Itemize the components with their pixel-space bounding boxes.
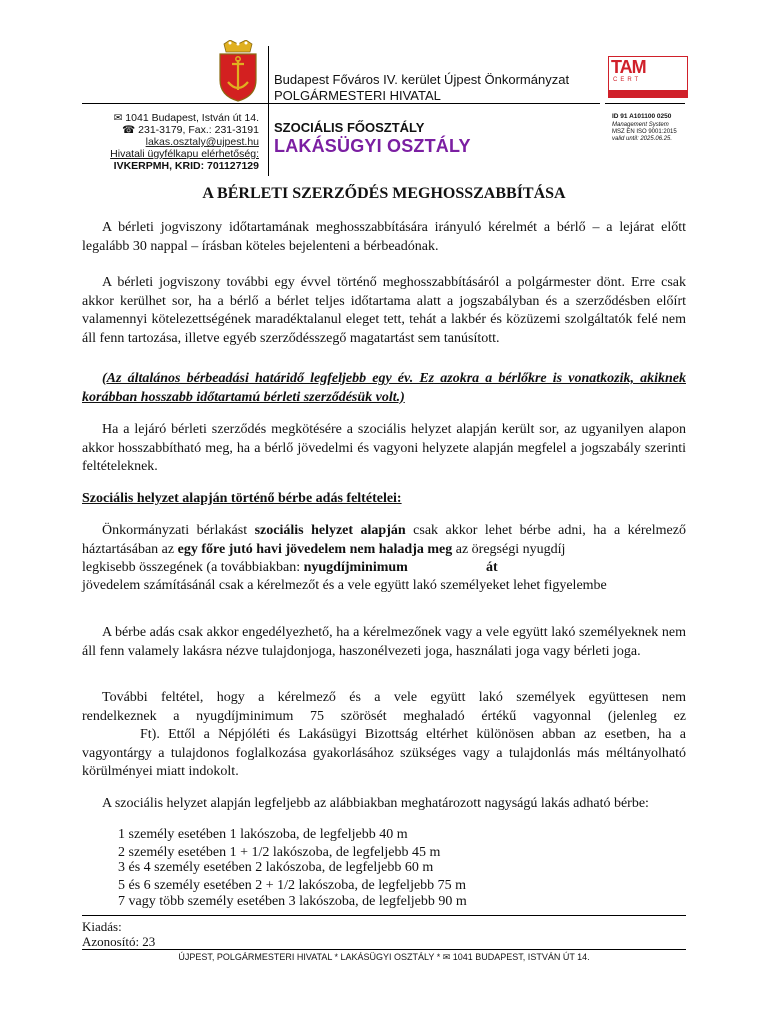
org-office: POLGÁRMESTERI HIVATAL bbox=[274, 88, 441, 103]
tam-cert-logo bbox=[608, 56, 688, 98]
page-title: A BÉRLETI SZERZŐDÉS MEGHOSSZABBÍTÁSA bbox=[202, 185, 566, 202]
p4-bold-a: szociális helyzet alapján bbox=[254, 523, 406, 538]
p4-text-a: Önkormányzati bérlakást bbox=[102, 523, 255, 538]
list-item: 3 és 4 személy esetében 2 lakószoba, de legfeljebb 60 m bbox=[118, 860, 434, 875]
coat-of-arms-icon bbox=[214, 40, 262, 102]
document-id: Azonosító: 23 bbox=[82, 934, 156, 949]
footer-rule-bottom bbox=[82, 949, 686, 950]
paragraph-1: A bérleti jogviszony időtartamának meghosszabbítására irányuló kérelmét a bérlő – a lejárat előtt legalább 30 nappal – írásban köteles bejelenteni a bérbeadónak. bbox=[82, 220, 686, 254]
cert-id: ID 91 A101100 0250 bbox=[612, 113, 672, 120]
paragraph-6-line2: rendelkeznek a nyugdíjminimum 75 szörösét meghaladó értékű vagyonnal (jelenleg ez bbox=[82, 709, 686, 724]
paragraph-3: Ha a lejáró bérleti szerződés megkötésére a szociális helyzet alapján került sor, az ugyanilyen alapon akkor hosszabbítható meg, ha a bérlő jövedelmi és vagyoni helyzete alapján megfelel a jogszabály szerinti feltételeknek. bbox=[82, 422, 686, 474]
paragraph-7: A szociális helyzet alapján legfeljebb az alábbiakban meghatározott nagyságú lakás adható bérbe: bbox=[102, 796, 649, 811]
unit-name: LAKÁSÜGYI OSZTÁLY bbox=[274, 136, 471, 156]
p4-text-b: csak akkor lehet bérbe adni, ha a kérelmező háztartásában az bbox=[82, 523, 686, 557]
p4-line2-bold: nyugdíjminimum bbox=[303, 560, 408, 575]
cert-system: Management System bbox=[612, 122, 669, 128]
paragraph-6-rest: Ft). Ettől a Népjóléti és Lakásügyi Bizottság eltérhet különösen abban az esetben, ha a vagyontárgy a tulajdonos foglalkozása gyakorlásához szükséges vagy a tulajdonlás más méltányolható körülményei miatt indokolt. bbox=[82, 727, 686, 779]
cert-validity: valid until: 2025.06.25. bbox=[612, 136, 673, 142]
contact-phone: ☎ 231-3179, Fax.: 231-3191 bbox=[122, 124, 259, 136]
tam-logo-stripe bbox=[609, 90, 687, 97]
contact-gateway-label: Hivatali ügyfélkapu elérhetőség: bbox=[110, 148, 259, 160]
paragraph-note: (Az általános bérbeadási határidő legfeljebb egy év. Ez azokra a bérlőkre is vonatkozik, akiknek korábban hosszabb időtartamú bérleti szerződésük volt.) bbox=[82, 371, 686, 405]
list-item: 5 és 6 személy esetében 2 + 1/2 lakószoba, de legfeljebb 75 m bbox=[118, 878, 467, 893]
p4-text-c: az öregségi nyugdíj bbox=[452, 541, 566, 557]
list-item: 1 személy esetében 1 lakószoba, de legfeljebb 40 m bbox=[118, 827, 408, 842]
tam-logo-sub: CERT bbox=[613, 77, 642, 83]
paragraph-4-line3: jövedelem számításánál csak a kérelmezőt és a vele együtt lakó személyeket lehet figyelembe bbox=[82, 578, 607, 593]
contact-address: ✉ 1041 Budapest, István út 14. bbox=[113, 112, 259, 124]
header-divider bbox=[268, 46, 269, 176]
paragraph-2: A bérleti jogviszony további egy évvel történő meghosszabbításáról a polgármester dönt. Erre csak akkor kerülhet sor, ha a bérlő a bérlet teljes időtartama alatt a jogszabályban és a szerződésben előírt valamennyi kötelezettségének maradéktalanul eleget tett, tehát a lakbér és közüzemi szolgáltatók felé nem áll fenn tartozása, illetve egyéb szerződésszegő magatartást sem tanúsított. bbox=[82, 275, 686, 346]
paragraph-6-line1: További feltétel, hogy a kérelmező és a vele együtt lakó személyek együttesen nem bbox=[102, 690, 686, 705]
contact-email-link[interactable]: lakas.osztaly@ujpest.hu bbox=[145, 136, 259, 148]
header-rule-right bbox=[605, 103, 685, 104]
paragraph-5: A bérbe adás csak akkor engedélyezhető, ha a kérelmezőnek vagy a vele együtt lakó személyeknek nem áll fenn valamely lakásra nézve tulajdonjoga, haszonélvezeti joga, használati joga vagy bérleti joga. bbox=[82, 625, 686, 659]
footer-rule bbox=[82, 915, 686, 916]
issue-label: Kiadás: bbox=[82, 919, 122, 934]
cert-standard: MSZ EN ISO 9001:2015 bbox=[612, 129, 677, 135]
footer-address: ÚJPEST, POLGÁRMESTERI HIVATAL * LAKÁSÜGYI OSZTÁLY * ✉ 1041 BUDAPEST, ISTVÁN ÚT 14. bbox=[178, 952, 590, 962]
p4-line2-text: legkisebb összegének (a továbbiakban: bbox=[82, 560, 304, 575]
contact-krid: IVKERPMH, KRID: 701127129 bbox=[113, 160, 259, 172]
header-rule bbox=[82, 103, 600, 104]
org-name: Budapest Főváros IV. kerület Újpest Önkormányzat bbox=[274, 72, 570, 87]
conditions-heading: Szociális helyzet alapján történő bérbe adás feltételei: bbox=[82, 491, 402, 506]
paragraph-4 bbox=[82, 522, 686, 559]
paragraph-4-line2 bbox=[82, 559, 498, 578]
list-item: 2 személy esetében 1 + 1/2 lakószoba, de legfeljebb 45 m bbox=[118, 845, 441, 860]
department-name: SZOCIÁLIS FŐOSZTÁLY bbox=[274, 120, 425, 135]
p4-bold-b: egy főre jutó havi jövedelem nem haladja meg bbox=[177, 541, 453, 557]
p4-line2-tail: át bbox=[486, 560, 498, 575]
tam-logo-text: TAM bbox=[611, 57, 646, 77]
list-item: 7 vagy több személy esetében 3 lakószoba, de legfeljebb 90 m bbox=[118, 894, 467, 909]
